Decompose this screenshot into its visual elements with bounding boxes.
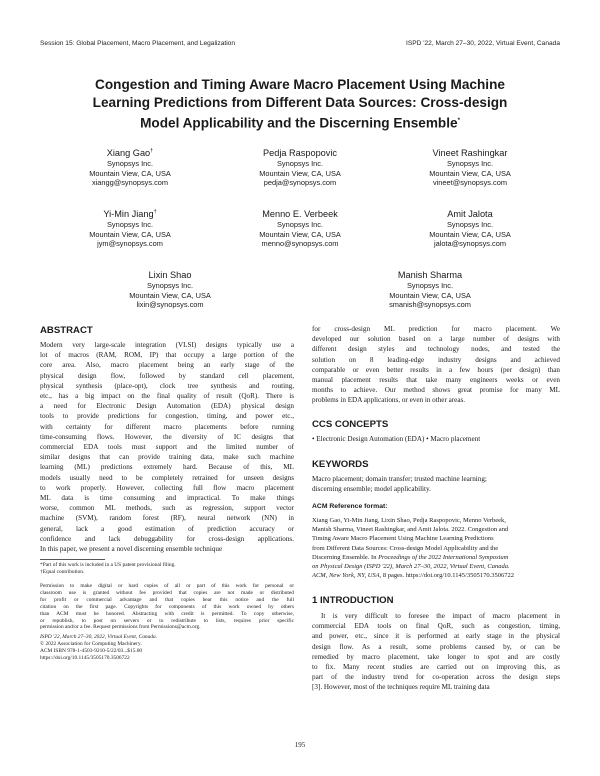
text-line: design flow. As a result, some problems caused by, or can be <box>312 642 560 651</box>
text-line: tools to provide predictions for congestion, timing, and power etc., <box>40 412 294 421</box>
title-line-3: Model Applicability and the Discerning Ensemble* <box>140 115 460 131</box>
author-location: Mountain View, CA, USA <box>89 168 171 178</box>
text-line: [3]. However, most of the techniques require ML training data <box>312 683 490 692</box>
page-number: 195 <box>294 741 306 749</box>
author-location: Mountain View, CA, USA <box>429 168 511 178</box>
acm-reference-text: Xiang Gao, Yi-Min Jiang, Lixin Shao, Pedja Raspopovic, Menno Verbeek, Manish Sharma, Vineet Rashingkar, and Amit Jalota. 2022. Congestion and Timing Aware Macro Placement Using Machine Learning Predictions from Different Data Sources: Cross-design Model Applicability and the Discerning Ensemble. In Proceedings of the 2022 International Symposium on Physical Design (ISPD '22), March 27–30, 2022, Virtual Event, Canada. ACM, New York, NY, USA, 8 pages. https://doi.org/10.1145/3505170.3506722 <box>312 517 514 580</box>
author-name: Lixin Shao <box>148 270 192 281</box>
author-email: smanish@synopsys.com <box>389 300 471 310</box>
text-line: months to achieve. Our method shows great promise for many ML <box>312 386 560 395</box>
running-header-left: Session 15: Global Placement, Macro Placement, and Legalization <box>40 40 235 47</box>
copyright-line: © 2022 Association for Computing Machinery. <box>40 640 142 647</box>
text-line: permission and/or a fee. Request permissions from Permissions@acm.org. <box>40 624 201 631</box>
introduction-heading: 1 INTRODUCTION <box>312 595 394 606</box>
author-org: Synopsys Inc. <box>276 220 323 230</box>
title-footnote-mark: * <box>457 118 460 124</box>
keywords-text: Macro placement; domain transfer; trusted machine learning; discerning ensemble; model applicability. <box>312 475 487 494</box>
text-line: etc., has a big impact on the final quality of result (QoR). There is <box>40 392 294 401</box>
author-org: Synopsys Inc. <box>446 220 493 230</box>
text-line: physical synthesis (place-opt), clock tree synthesis and routing, <box>40 381 294 390</box>
author-block <box>395 207 545 249</box>
ccs-text: • Electronic Design Automation (EDA) • Macro placement <box>312 435 481 443</box>
text-line: to work properly. However, collecting full flow macro placement <box>40 483 294 492</box>
acm-reference-heading: ACM Reference format: <box>312 503 388 510</box>
text-line: with certainty for different macro placements before running <box>40 422 294 431</box>
author-block <box>55 207 205 249</box>
text-line: solution on 8 leading-edge industry designs and achieved <box>312 355 560 364</box>
author-block <box>355 268 505 310</box>
author-org: Synopsys Inc. <box>446 159 493 169</box>
text-line: a need for Electronic Design Automation (EDA) physical design <box>40 402 294 411</box>
title-line-2: Learning Predictions from Different Data Sources: Cross-design <box>92 95 508 110</box>
isbn-line: ACM ISBN 978-1-4503-9210-5/22/03...$15.00 <box>40 647 143 654</box>
footnote-patent: *Part of this work is included in a US patent provisional filing. <box>40 562 176 568</box>
text-line: ML data is time consuming and impractical. To make things <box>40 494 294 503</box>
text-line: physical design flow, followed by standard cell placement, <box>40 371 294 380</box>
keywords-heading: KEYWORDS <box>312 459 369 470</box>
author-location: Mountain View, CA, USA <box>129 290 211 300</box>
running-header-right: ISPD '22, March 27–30, 2022, Virtual Event, Canada <box>406 40 560 47</box>
author-email: menno@synopsys.com <box>261 239 339 249</box>
text-line: commercial EDA tools on final QoR, such as congestion, timing, <box>312 622 560 631</box>
author-block <box>395 146 545 188</box>
author-block <box>55 146 205 188</box>
title-line-1: Congestion and Timing Aware Macro Placement Using Machine <box>95 77 505 92</box>
venue-line: ISPD '22, March 27–30, 2022, Virtual Event, Canada. <box>40 634 158 640</box>
text-line: citation on the first page. Copyrights for components of this work owned by others <box>40 603 294 610</box>
author-name: Yi-Min Jiang† <box>103 209 157 220</box>
author-org: Synopsys Inc. <box>406 281 453 291</box>
author-email: jym@synopsys.com <box>97 239 163 249</box>
text-line: worse, common ML methods, such as regression, support vector <box>40 504 294 513</box>
author-org: Synopsys Inc. <box>146 281 193 291</box>
text-line: models usually need to be completely retrained for unseen designs <box>40 473 294 482</box>
text-line: remedied by macro placement, take longer to spot and are costly <box>312 652 560 661</box>
author-email: jalota@synopsys.com <box>434 239 506 249</box>
author-org: Synopsys Inc. <box>106 159 153 169</box>
author-org: Synopsys Inc. <box>106 220 153 230</box>
abstract-continued <box>312 324 560 406</box>
text-line: classroom use is granted without fee provided that copies are not made or distributed <box>40 589 294 596</box>
text-line: or republish, to post on servers or to redistribute to lists, requires prior specific <box>40 617 294 624</box>
text-line: and power, etc., since it is performed at early stage in the physical <box>312 632 560 641</box>
text-line: similar designs that can provide training data, make such machine <box>40 453 294 462</box>
author-email: lixin@synopsys.com <box>136 300 204 310</box>
footnote-equal-contribution: †Equal contribution. <box>40 568 85 575</box>
text-line: manual placement results that take many engineers weeks or even <box>312 376 560 385</box>
author-name: Manish Sharma <box>397 270 463 281</box>
text-line: to fix. Many recent studies are carried out on improving this, as <box>312 663 560 672</box>
abstract-heading: ABSTRACT <box>40 325 93 336</box>
author-block <box>225 146 375 188</box>
author-name: Xiang Gao† <box>106 148 154 159</box>
text-line: In this paper, we present a novel discerning ensemble technique <box>40 545 223 554</box>
author-location: Mountain View, CA, USA <box>259 168 341 178</box>
text-line: time-consuming flows. However, the diversity of IC designs that <box>40 432 294 441</box>
text-line: part of the industry trend for co-operation across the design steps <box>312 673 560 682</box>
permission-notice <box>40 583 294 631</box>
author-block <box>225 207 375 249</box>
author-name: Pedja Raspopovic <box>262 148 338 159</box>
text-line: commercial EDA tools must support and the limited number of <box>40 443 294 452</box>
author-email: vineet@synopsys.com <box>432 178 508 188</box>
publication-info <box>40 634 294 662</box>
author-location: Mountain View, CA, USA <box>259 229 341 239</box>
text-line: confidence and lack debuggability for cross-design applications. <box>40 534 294 543</box>
text-line: Permission to make digital or hard copies of all or part of this work for personal or <box>40 583 294 589</box>
author-name: Menno E. Verbeek <box>262 209 338 220</box>
author-location: Mountain View, CA, USA <box>89 229 171 239</box>
author-org: Synopsys Inc. <box>276 159 323 169</box>
paper-title <box>40 76 560 133</box>
author-email: pedja@synopsys.com <box>263 178 337 188</box>
text-line: general, lack a good estimation of prediction accuracy or <box>40 524 294 533</box>
text-line: different design styles and technology nodes, and tested the <box>312 345 560 354</box>
introduction-body <box>312 611 560 693</box>
doi-link[interactable]: https://doi.org/10.1145/3505170.3506722 <box>40 654 130 661</box>
author-name: Amit Jalota <box>447 209 493 220</box>
text-line: It is very difficult to foresee the impact of macro placement in <box>321 612 560 620</box>
text-line: machine (SVM), random forest (RF), neural network (NN) in <box>40 514 294 523</box>
author-location: Mountain View, CA, USA <box>389 290 471 300</box>
author-email: xiangg@synopsys.com <box>91 178 169 188</box>
footnote-rule <box>40 559 105 560</box>
author-name: Vineet Rashingkar <box>432 148 508 159</box>
text-line: for profit or commercial advantage and that copies bear this notice and the full <box>40 596 294 603</box>
text-line: problems in EDA applications, or even in other areas. <box>312 396 466 405</box>
text-line: learning (ML) predictions extremely hard. Because of this, ML <box>40 463 294 472</box>
footnotes <box>40 562 294 576</box>
text-line: lot of macros (RAM, ROM, IP) that occupy a large portion of the <box>40 351 294 360</box>
ccs-heading: CCS CONCEPTS <box>312 419 389 430</box>
abstract-body <box>40 340 294 554</box>
text-line: comparable or even better results in a few hours (per design) than <box>312 365 560 374</box>
text-line: for cross-design ML prediction for macro placement. We <box>312 325 560 333</box>
text-line: core area. Also, macro placement being an early stage of the <box>40 361 294 370</box>
text-line: developed our solution based on a large number of designs with <box>312 335 560 344</box>
text-line: than ACM must be honored. Abstracting with credit is permitted. To copy otherwise, <box>40 610 294 617</box>
text-line: Modern very large-scale integration (VLSI) designs typically use a <box>40 341 294 349</box>
author-location: Mountain View, CA, USA <box>429 229 511 239</box>
author-block <box>95 268 245 310</box>
